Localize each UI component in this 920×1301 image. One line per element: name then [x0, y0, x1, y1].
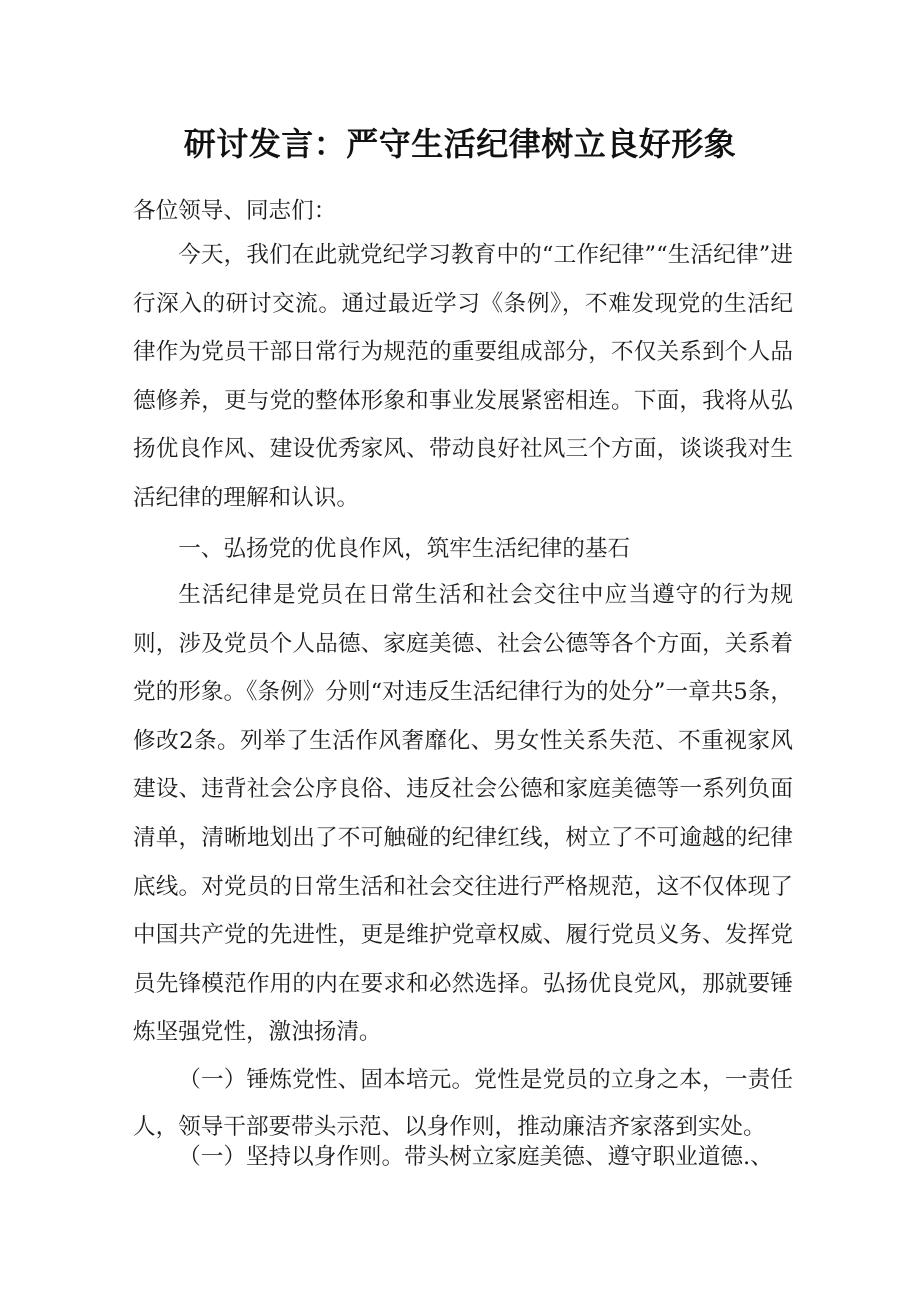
document-title: 研讨发言：严守生活纪律树立良好形象	[183, 125, 737, 163]
section-heading-1: 一、弘扬党的优良作风，筑牢生活纪律的基石	[178, 536, 631, 562]
paragraph-intro: 今天，我们在此就党纪学习教育中的“工作纪律”“生活纪律”进行深入的研讨交流。通过最近学习《条例》，不难发现党的生活纪律作为党员干部日常行为规范的重要组成部分，不仅关系到个人品德修养，更与党的整体形象和事业发展紧密相连。下面，我将从弘扬优良作风、建设优秀家风、带动良好社风三个方面，谈谈我对生活纪律的理解和认识。	[133, 242, 793, 511]
paragraph-life-discipline: 生活纪律是党员在日常生活和社会交往中应当遵守的行为规则，涉及党员个人品德、家庭美德、社会公德等各个方面，关系着党的形象。《条例》分则“对违反生活纪律行为的处分”一章共5条，修改2条。列举了生活作风奢靡化、男女性关系失范、不重视家风建设、违背社会公序良俗、违反社会公德和家庭美德等一系列负面清单，清晰地划出了不可触碰的纪律红线，树立了不可逾越的纪律底线。对党员的日常生活和社会交往进行严格规范，这不仅体现了中国共产党的先进性，更是维护党章权威、履行党员义务、发挥党员先锋模范作用的内在要求和必然选择。弘扬优良党风，那就要锤炼坚强党性，激浊扬清。	[133, 582, 793, 1046]
paragraph-subsection-1b: （一）坚持以身作则。带头树立家庭美德、遵守职业道德.、	[178, 1144, 773, 1170]
salutation: 各位领导、同志们：	[133, 198, 337, 224]
paragraph-subsection-1: （一）锤炼党性、固本培元。党性是党员的立身之本，一责任人，领导干部要带头示范、以身作则，推动廉洁齐家落到实处。	[133, 1067, 793, 1140]
